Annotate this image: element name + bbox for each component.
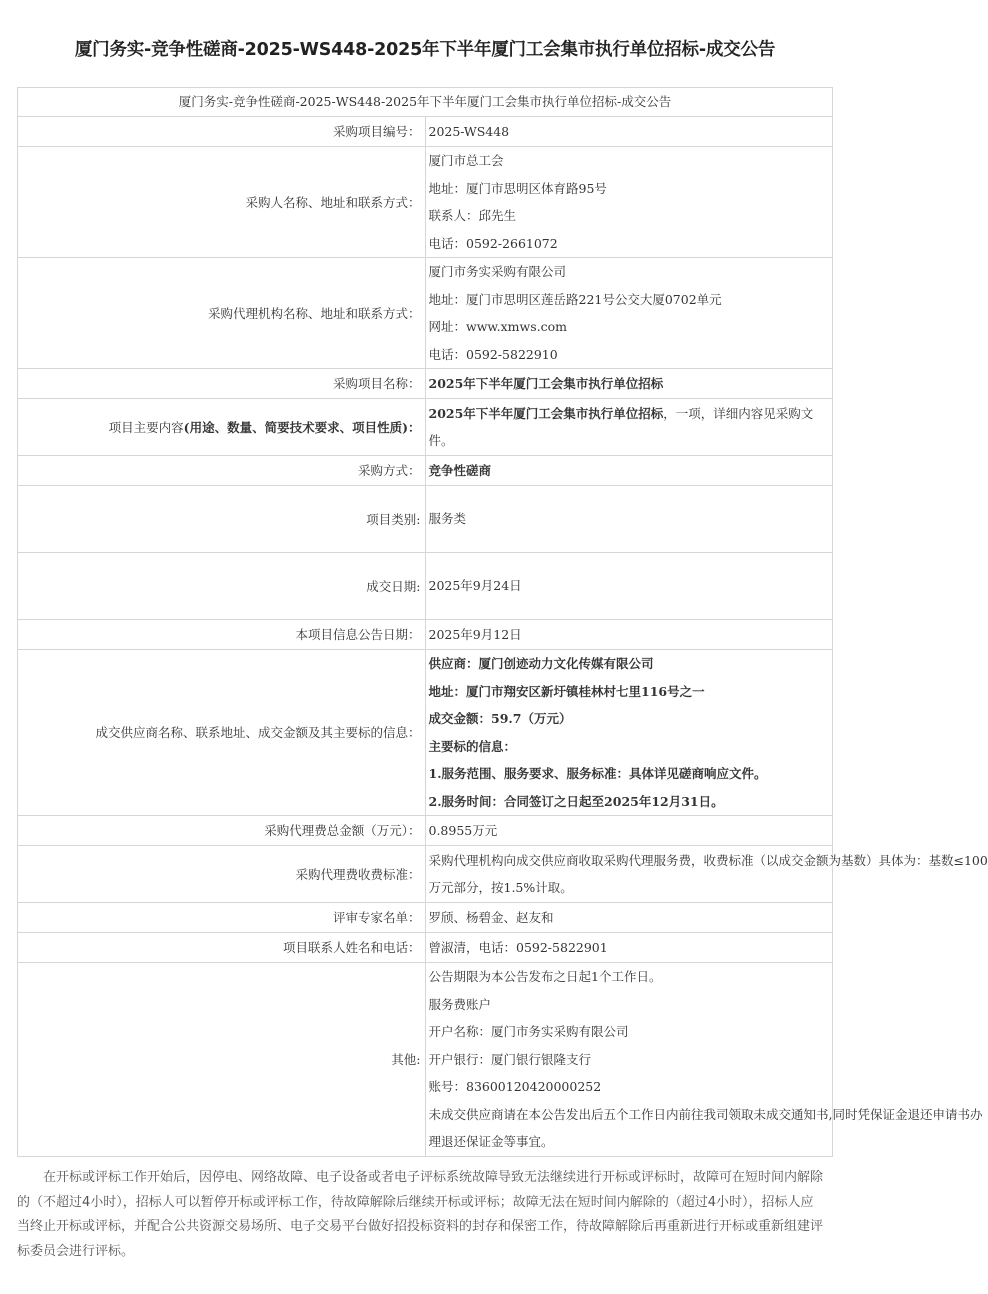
row-project-content — [18, 399, 833, 456]
other-notice-period: 公告期限为本公告发布之日起1个工作日。 — [428, 969, 662, 984]
other-account-number: 账号：83600120420000252 — [428, 1079, 602, 1094]
other-account-bank: 开户银行：厦门银行银隆支行 — [428, 1051, 592, 1067]
contact-label: 项目联系人姓名和电话： — [18, 933, 426, 963]
project-content-desc: ，一项，详细内容见采购文件。 — [428, 405, 814, 448]
agency-name: 厦门市务实采购有限公司 — [428, 264, 567, 279]
supplier-value — [425, 650, 833, 816]
supplier-label: 成交供应商名称、联系地址、成交金额及其主要标的信息： — [18, 650, 426, 816]
purchaser-phone: 电话：0592-2661072 — [428, 235, 558, 251]
row-supplier — [18, 650, 833, 816]
notice-date-value: 2025年9月12日 — [425, 620, 833, 650]
experts-value: 罗颀、杨碧金、赵友和 — [425, 903, 833, 933]
project-content-title: 2025年下半年厦门工会集市执行单位招标 — [428, 405, 664, 421]
table-caption: 厦门务实-竞争性磋商-2025-WS448-2025年下半年厦门工会集市执行单位招标-成交公告 — [18, 88, 833, 117]
category-value: 服务类 — [425, 486, 833, 553]
agency-address: 地址：厦门市思明区莲岳路221号公交大厦0702单元 — [428, 291, 722, 307]
project-content-label-detail: (用途、数量、简要技术要求、项目性质)： — [183, 419, 421, 435]
purchaser-name: 厦门市总工会 — [428, 153, 504, 168]
purchaser-label: 采购人名称、地址和联系方式： — [18, 147, 426, 258]
project-no-value: 2025-WS448 — [425, 117, 833, 147]
row-notice-date — [18, 620, 833, 650]
row-deal-date — [18, 553, 833, 620]
footer-note: 在开标或评标工作开始后，因停电、网络故障、电子设备或者电子评标系统故障导致无法继续进行开标或评标时，故障可在短时间内解除的（不超过4小时），招标人可以暂停开标或评标工作，待故障解除后继续开标或评标；故障无法在短时间内解除的（超过4小时），招标人应当终止开标或评标，并配合公共资源交易场所、电子交易平台做好招投标资料的封存和保密工作，待故障解除后再重新进行开标或重新组建评标委员会进行评标。 — [17, 1170, 824, 1259]
page-title: 厦门务实-竞争性磋商-2025-WS448-2025年下半年厦门工会集市执行单位招标-成交公告 — [74, 40, 776, 60]
supplier-address: 地址：厦门市翔安区新圩镇桂林村七里116号之一 — [428, 683, 705, 699]
row-fee-standard — [18, 846, 833, 903]
row-contact — [18, 933, 833, 963]
project-name-label: 采购项目名称： — [18, 369, 426, 399]
project-content-label — [18, 399, 426, 456]
agency-value — [425, 258, 833, 369]
row-other — [18, 963, 833, 1157]
method-label: 采购方式： — [18, 456, 426, 486]
supplier-name: 供应商：厦门创迹动力文化传媒有限公司 — [428, 656, 654, 671]
row-agency — [18, 258, 833, 369]
fee-standard-label: 采购代理费收费标准： — [18, 846, 426, 903]
project-content-label-text: 项目主要内容 — [108, 419, 184, 435]
deal-date-label: 成交日期: — [18, 553, 426, 620]
notice-table — [17, 87, 988, 1157]
other-account-name: 开户名称：厦门市务实采购有限公司 — [428, 1024, 629, 1039]
row-category — [18, 486, 833, 553]
category-label: 项目类别: — [18, 486, 426, 553]
project-no-label: 采购项目编号： — [18, 117, 426, 147]
supplier-amount: 成交金额：59.7（万元） — [428, 711, 572, 726]
row-project-no — [18, 117, 833, 147]
deal-date-value: 2025年9月24日 — [425, 553, 833, 620]
other-value — [425, 963, 983, 1157]
row-experts — [18, 903, 833, 933]
agency-phone: 电话：0592-5822910 — [428, 346, 558, 362]
supplier-subject-scope: 1.服务范围、服务要求、服务标准：具体详见磋商响应文件。 — [428, 766, 767, 781]
purchaser-value — [425, 147, 833, 258]
other-refund-line-2: 理退还保证金等事宜。 — [428, 1134, 554, 1149]
other-account-title: 服务费账户 — [428, 996, 492, 1012]
fee-total-value: 0.8955万元 — [425, 816, 833, 846]
project-name-value: 2025年下半年厦门工会集市执行单位招标 — [425, 369, 833, 399]
fee-standard-value — [425, 846, 988, 903]
experts-label: 评审专家名单： — [18, 903, 426, 933]
fee-total-label: 采购代理费总金额（万元）： — [18, 816, 426, 846]
agency-label: 采购代理机构名称、地址和联系方式： — [18, 258, 426, 369]
row-method — [18, 456, 833, 486]
supplier-subject-time: 2.服务时间：合同签订之日起至2025年12月31日。 — [428, 793, 724, 809]
supplier-subject-title: 主要标的信息： — [428, 738, 517, 754]
notice-date-label: 本项目信息公告日期： — [18, 620, 426, 650]
row-fee-total — [18, 816, 833, 846]
other-label: 其他: — [18, 963, 426, 1157]
fee-standard-line-2: 万元部分，按1.5%计取。 — [428, 880, 573, 895]
purchaser-address: 地址：厦门市思明区体育路95号 — [428, 180, 607, 196]
agency-website: 网址：www.xmws.com — [428, 319, 567, 334]
other-refund-line-1: 未成交供应商请在本公告发出后五个工作日内前往我司领取未成交通知书,同时凭保证金退还申请书办 — [428, 1106, 983, 1122]
purchaser-contact: 联系人：邱先生 — [428, 208, 517, 223]
row-purchaser — [18, 147, 833, 258]
contact-value: 曾淑清，电话：0592-5822901 — [425, 933, 833, 963]
project-content-value — [425, 399, 833, 456]
row-project-name — [18, 369, 833, 399]
fee-standard-line-1: 采购代理机构向成交供应商收取采购代理服务费，收费标准（以成交金额为基数）具体为：基数≤100 — [428, 852, 988, 868]
table-caption-row — [18, 88, 833, 117]
method-value: 竞争性磋商 — [425, 456, 833, 486]
